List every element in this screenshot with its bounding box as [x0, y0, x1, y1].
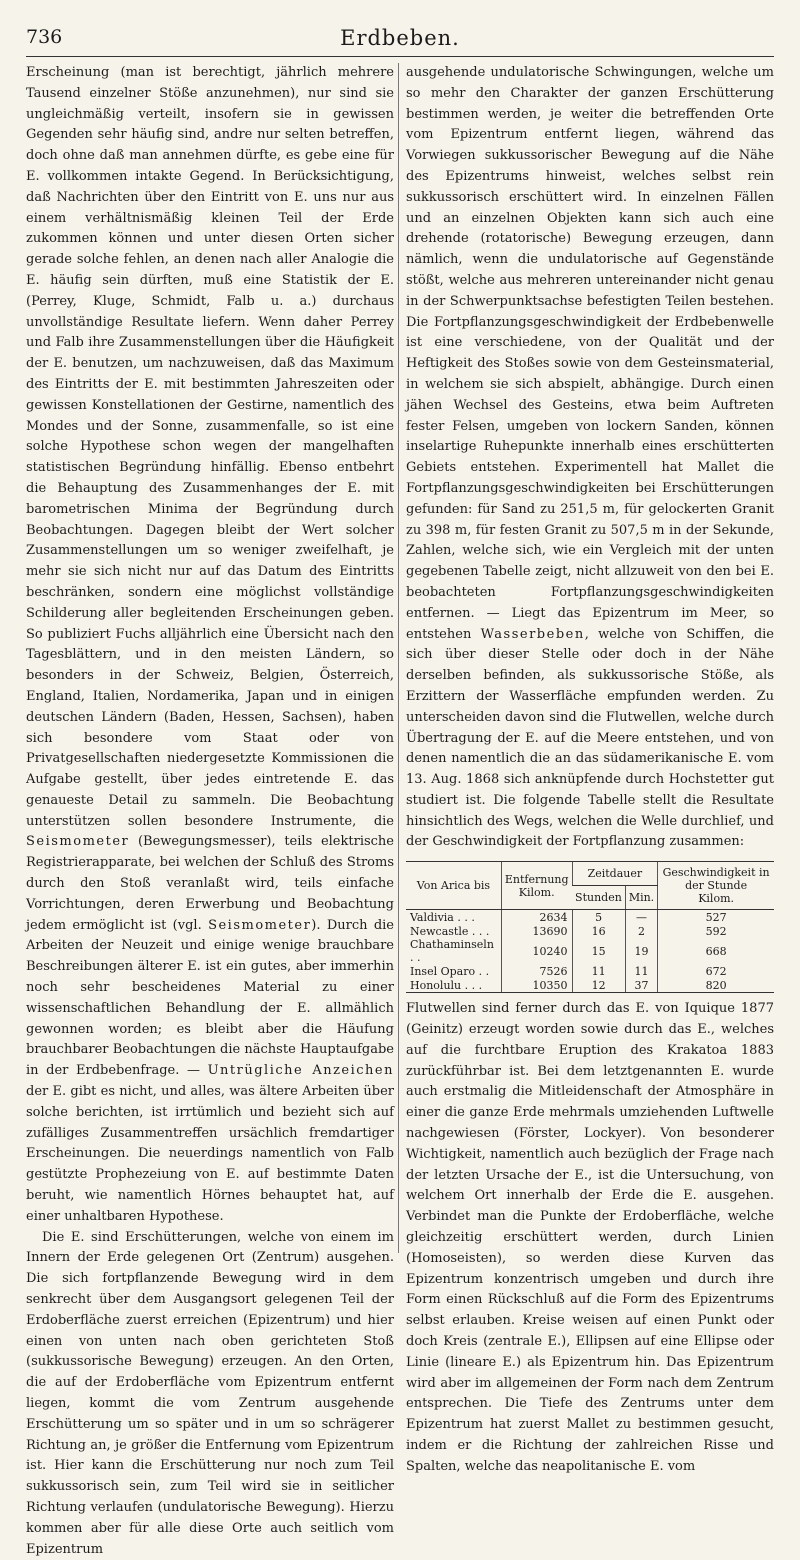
cell-place: Chathaminseln . . [410, 938, 494, 965]
right-paragraph-2: Flutwellen sind ferner durch das E. von Iquique 1877 (Geinitz) erzeugt worden sowie durch das E., welches auf die furchtbare Eruption des Krakatoa 1883 zurückführbar ist. Bei dem letztgenannten E. wurde auch erstmalig die Mitleidenschaft der Atmosphäre in einer die ganze Erde mehrmals umziehenden Luftwelle nachgewiesen (Förster, Lockyer). Von besonderer Wichtigkeit, namentlich auch bezüglich der Frage nach der letzten Ursache der E., ist die Untersuchung, von welchem Ort innerhalb der Erde die E. ausgehen. Verbindet man die Punkte der Erdoberfläche, welche gleichzeitig erschüttert werden, durch Linien (Homoseisten), so werden diese Kurven das Epizentrum konzentrisch umgeben und durch ihre Form einen Rückschluß auf die Form des Epizentrums selbst erlauben. Kreise weisen auf einen Punkt oder doch Kreis (zentrale E.), Ellipsen auf eine Ellipse oder Linie (lineare E.) als Epizentrum hin. Das Epizentrum wird aber im allgemeinen der Form nach dem Zentrum entsprechen. Die Tiefe des Zentrums unter dem Epizentrum hat zuerst Mallet zu bestimmen gesucht, indem er die Richtung der zahlreichen Risse und Spalten, welche das neapolitanische E. vom [406, 1001, 774, 1474]
cell-distance: 10350 [501, 978, 572, 993]
term-seismometer: Seismometer [26, 834, 130, 850]
header-speed-label: Geschwindigkeit in der Stunde [662, 866, 770, 893]
header-speed [658, 862, 774, 910]
cell-speed: 668 [658, 938, 774, 964]
text-run: ). Durch die Arbeiten der Neuzeit und einige wenige brauchbare Beschreibungen älterer E. ist ein gutes, aber immerhin noch sehr bescheidenes Material zu einer wissenschaftlichen Behandlung der E. allmählich gewonnen worden; es bleibt aber die Häufung brauchbarer Beobachtungen die nächste Hauptaufgabe in der Erdbebenfrage. — [26, 917, 394, 1079]
cell-speed: 672 [658, 964, 774, 978]
cell-hours: 16 [572, 924, 625, 938]
running-head: Erdbeben. [340, 26, 460, 50]
cell-speed: 592 [658, 924, 774, 938]
cell-place: Honolulu . . . [406, 978, 501, 993]
header-minutes: Min. [625, 886, 657, 910]
table-row [406, 938, 774, 964]
cell-hours: 5 [572, 910, 625, 925]
text-run: der E. gibt es nicht, und alles, was ältere Arbeiten über solche berichten, ist irrtümlich und bezieht sich auf zufälliges Zusammentreffen ursächlich fremdartiger Erscheinungen. Die neuerdings namentlich von Falb gestützte Prophezeiung von E. auf bestimmte Daten beruht, wie namentlich Hörnes behauptet hat, auf einer unhaltbaren Hypothese. [26, 1084, 394, 1224]
cell-place: Valdivia . . . [410, 910, 475, 924]
cell-minutes: — [625, 910, 657, 925]
cell-minutes: 19 [625, 938, 657, 964]
term-anzeichen: Untrügliche Anzeichen [207, 1063, 394, 1079]
left-column [26, 63, 394, 1560]
header-distance-label: Entfernung [504, 872, 569, 886]
left-paragraph-1 [26, 63, 394, 1228]
cell-place: Newcastle . . . [410, 924, 490, 938]
right-column [406, 63, 774, 1478]
cell-place: Insel Oparo . . [410, 964, 490, 978]
flutwellen-table [406, 861, 774, 993]
table-row [406, 924, 774, 938]
cell-distance: 10240 [501, 938, 572, 964]
cell-distance: 13690 [501, 924, 572, 938]
cell-distance: 2634 [501, 910, 572, 925]
table-row [406, 964, 774, 978]
right-paragraph-1 [406, 63, 774, 853]
cell-hours: 11 [572, 964, 625, 978]
cell-minutes: 2 [625, 924, 657, 938]
cell-hours: 12 [572, 978, 625, 993]
text-run: , welche von Schiffen, die sich über dieser Stelle oder doch in der Nähe derselben befinden, als sukkussorische Stöße, als Erzittern der Wasserfläche empfunden werden. Zu unterscheiden davon sind die Flutwellen, welche durch Übertragung der E. auf die Meere entstehen, und von denen namentlich die an das südamerikanische E. vom 13. Aug. 1868 sich anknüpfende durch Hochstetter gut studiert ist. Die folgende Tabelle stellt die Resultate hinsichtlich des Wegs, welchen die Welle durchlief, und der Geschwindigkeit der Fortpflanzung zusammen: [406, 626, 774, 850]
term-seismometer-ref: Seismometer [208, 917, 312, 933]
table-row [406, 910, 774, 925]
header-rule [26, 56, 774, 57]
column-divider [398, 63, 399, 1253]
table-row [406, 978, 774, 993]
cell-hours: 15 [572, 938, 625, 964]
left-paragraph-2: Die E. sind Erschütterungen, welche von einem im Innern der Erde gelegenen Ort (Zentrum) ausgehen. Die sich fortpflanzende Bewegung wird in dem senkrecht über dem Ausgangsort gelegenen Teil der Erdoberfläche zuerst erreichen (Epizentrum) und hier einen von unten nach oben gerichteten Stoß (sukkussorische Bewegung) erzeugen. An den Orten, die auf der Erdoberfläche vom Epizentrum entfernt liegen, kommt die vom Zentrum ausgehende Erschütterung um so später und in um so schrägerer Richtung an, je größer die Entfernung vom Epizentrum ist. Hier kann die Erschütterung nur noch zum Teil sukkussorisch sein, zum Teil wird sie in seitlicher Richtung verlaufen (undulatorische Bewegung). Hierzu kommen aber für alle diese Orte auch seitlich vom Epizentrum [26, 1229, 394, 1557]
text-run: ausgehende undulatorische Schwingungen, welche um so mehr den Charakter der ganzen Erschütterung bestimmen werden, je weiter die betreffenden Orte vom Epizentrum entfernt liegen, während das Vorwiegen sukkussorischer Bewegung auf die Nähe des Epizentrums hinweist, welches selbst rein sukkussorisch erschüttert wird. In einzelnen Fällen und an einzelnen Objekten kann sich auch eine drehende (rotatorische) Bewegung erzeugen, dann nämlich, wenn die undulatorische auf Gegenstände stößt, welche aus mehreren untereinander nicht genau in der Schwerpunktsachse befestigten Teilen bestehen. Die Fortpflanzungsgeschwindigkeit der Erdbebenwelle ist eine verschiedene, von der Qualität und der Heftigkeit des Stoßes sowie von dem Gesteinsmaterial, in welchem sie sich abspielt, abhängige. Durch einen jähen Wechsel des Gesteins, etwa beim Auftreten fester Felsen, umgeben von lockern Sanden, können inselartige Ruhepunkte innerhalb eines erschütterten Gebiets entstehen. Experimentell hat Mallet die Fortpflanzungsgeschwindigkeiten bei Erschütterungen gefunden: für Sand zu 251,5 m, für gelockerten Granit zu 398 m, für festen Granit zu 507,5 m in der Sekunde, Zahlen, welche sich, wie ein Vergleich mit der unten gegebenen Tabelle zeigt, nicht allzuweit von den bei E. beobachteten Fortpflanzungsgeschwindigkeiten entfernen. — Liegt das Epizentrum im Meer, so entstehen [406, 65, 774, 642]
cell-speed: 820 [658, 978, 774, 993]
cell-minutes: 11 [625, 964, 657, 978]
text-run: Erscheinung (man ist berechtigt, jährlich mehrere Tausend einzelner Stöße anzunehmen), nur sind sie ungleichmäßig verteilt, insofern sie in gewissen Gegenden sehr häufig sind, andre nur selten betreffen, doch ohne daß man annehmen dürfte, es gebe eine für E. vollkommen intakte Gegend. In Berücksichtigung, daß Nachrichten über den Eintritt von E. uns nur aus einem verhältnismäßig kleinen Teil der Erde zukommen können und unter diesen Orten sicher gerade solche fehlen, an denen nach aller Analogie die E. häufig sein dürften, muß eine Statistik der E. (Perrey, Kluge, Schmidt, Falb u. a.) durchaus unvollständige Resultate liefern. Wenn daher Perrey und Falb ihre Zusammenstellungen über die Häufigkeit der E. benutzen, um nachzuweisen, daß das Maximum des Eintritts der E. mit bestimmten Jahreszeiten oder gewissen Konstellationen der Gestirne, namentlich des Mondes und der Sonne, zusammenfalle, so ist eine solche Hypothese schon wegen der mangelhaften statistischen Begründung hinfällig. Ebenso entbehrt die Behauptung des Zusammenhanges der E. mit barometrischen Minima der Begründung durch Beobachtungen. Dagegen bleibt der Wert solcher Zusammenstellungen um so weniger zweifelhaft, je mehr sie sich nicht nur auf das Datum des Eintritts beschränken, sondern eine möglichst vollständige Schilderung aller begleitenden Erscheinungen geben. So publiziert Fuchs alljährlich eine Übersicht nach den Tagesblättern, und in den meisten Ländern, so besonders in der Schweiz, Belgien, Österreich, England, Italien, Nordamerika, Japan und in einigen deutschen Ländern (Baden, Hessen, Sachsen), haben sich besondere vom Staat oder von Privatgesellschaften niedergesetzte Kommissionen die Aufgabe gestellt, über jedes eintretende E. das genaueste Detail zu sammeln. Die Beobachtung unterstützen sollen besondere Instrumente, die [26, 65, 394, 829]
term-wasserbeben: Wasserbeben [480, 626, 585, 642]
page-number: 736 [26, 26, 63, 48]
cell-distance: 7526 [501, 964, 572, 978]
header-from: Von Arica bis [406, 862, 501, 910]
header-duration: Zeitdauer [572, 862, 658, 886]
text-run: (Bewegungsmesser), teils elektrische Registrierapparate, bei welchen der Schluß des Stroms durch den Stoß veranlaßt wird, teils einfache Vorrichtungen, deren Erwerbung und Beobachtung jedem ermöglicht ist (vgl. [26, 834, 394, 933]
header-hours: Stunden [572, 886, 625, 910]
header-distance [501, 862, 572, 910]
cell-minutes: 37 [625, 978, 657, 993]
header-speed-unit: Kilom. [698, 892, 734, 906]
header-distance-unit: Kilom. [518, 885, 555, 899]
cell-speed: 527 [658, 910, 774, 925]
